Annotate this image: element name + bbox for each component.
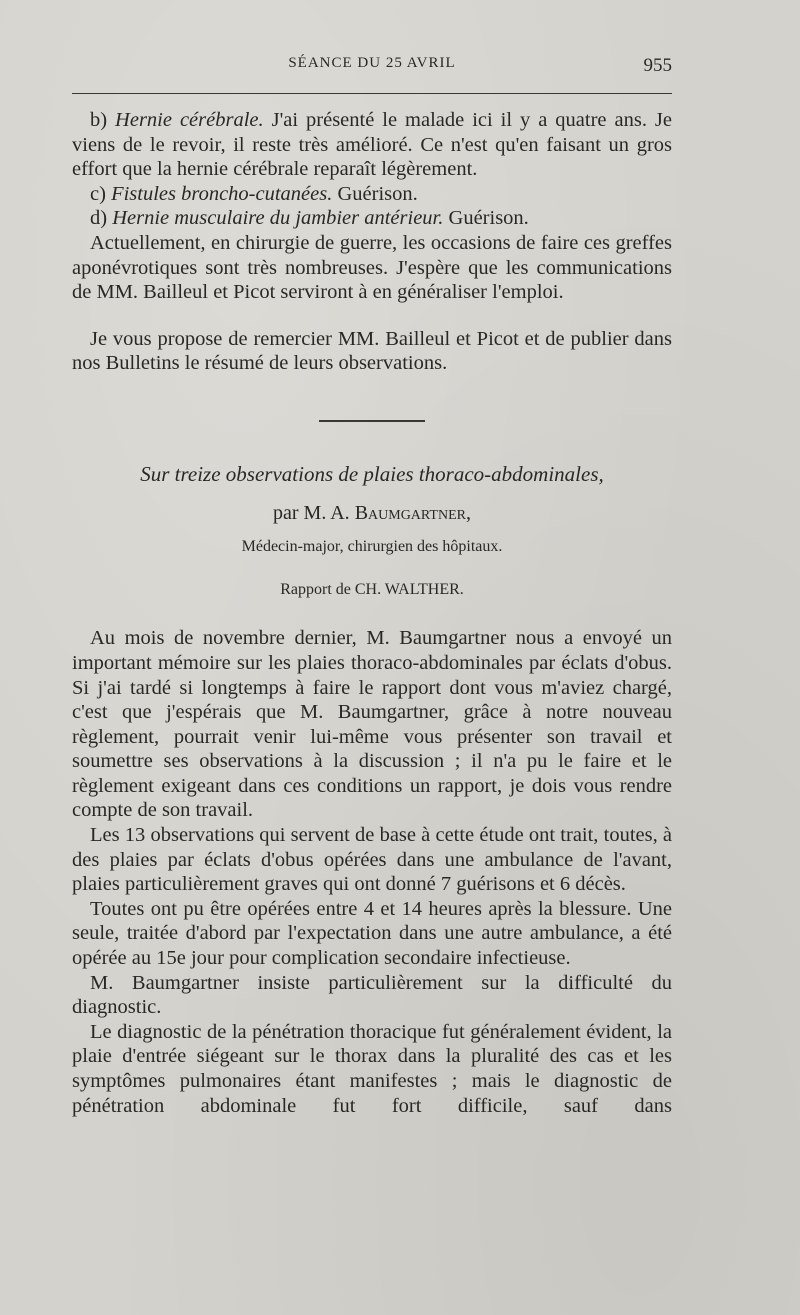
section-divider [319, 420, 425, 422]
header-rule [72, 93, 672, 94]
item-b-heading: Hernie cérébrale. [115, 109, 264, 131]
author-affiliation: Médecin-major, chirurgien des hôpitaux. [241, 538, 503, 556]
running-header [72, 55, 672, 79]
paragraph-actuellement: Actuellement, en chirurgie de guerre, les occasions de faire ces greffes aponévrotiques sont très nombreuses. J'espère que les communications de MM. Bailleul et Picot serviront à en généraliser l'emploi. [72, 231, 672, 304]
article-author [72, 501, 672, 526]
item-c [72, 182, 672, 207]
author-prefix: par M. A. [273, 501, 355, 524]
paragraph-proposal: Je vous propose de remercier MM. Bailleul et Picot et de publier dans nos Bulletins le résumé de leurs observations. [72, 327, 672, 375]
item-b [72, 108, 672, 182]
item-b-label: b) [90, 109, 116, 131]
page-body [72, 108, 672, 1118]
paragraph-gap [72, 305, 672, 327]
running-title: SÉANCE DU 25 AVRIL [288, 55, 456, 71]
item-c-label: c) [90, 182, 112, 205]
article-paragraph-4: M. Baumgartner insiste particulièrement sur la difficulté du diagnostic. [72, 971, 672, 1019]
article-paragraph-5: Le diagnostic de la pénétration thoracique fut généralement évident, la plaie d'entrée siégeant sur le thorax dans la pluralité des cas et les symptômes pulmonaires étant manifestes ; mais le diagnostic de pénétration abdominale fut fort difficile, sauf dans [72, 1020, 672, 1117]
article-paragraph-1: Au mois de novembre dernier, M. Baumgartner nous a envoyé un important mémoire sur les plaies thoraco-abdominales par éclats d'obus. Si j'ai tardé si longtemps à faire le rapport dont vous m'aviez chargé, c'est que j'espérais que M. Baumgartner, grâce à notre nouveau règlement, pourrait venir lui-même vous présenter son travail et soumettre ses observations à la discussion ; il n'a pu le faire et le règlement exigeant dans ces conditions un rapport, je dois vous rendre compte de son travail. [72, 627, 672, 822]
author-name: Baumgartner, [354, 501, 471, 524]
item-d-text: Guérison. [443, 207, 529, 230]
item-d-label: d) [90, 207, 113, 230]
item-c-heading: Fistules broncho-cutanées. [111, 182, 333, 205]
item-b-text: J'ai présenté le malade ici il y a quatre ans. Je viens de le revoir, il reste très amélioré. Ce n'est qu'en faisant un gros effort que la hernie cérébrale reparaît légèrement. [72, 109, 672, 181]
report-attribution: Rapport de CH. WALTHER. [280, 580, 464, 598]
article-paragraph-3: Toutes ont pu être opérées entre 4 et 14 heures après la blessure. Une seule, traitée d'abord par l'expectation dans une autre ambulance, a été opérée au 15e jour pour complication secondaire infectieuse. [72, 897, 672, 970]
article-paragraph-2: Les 13 observations qui servent de base à cette étude ont trait, toutes, à des plaies par éclats d'obus opérées dans une ambulance de l'avant, plaies particulièrement graves qui ont donné 7 guérisons et 6 décès. [72, 824, 672, 896]
page-number: 955 [643, 55, 672, 76]
item-c-text: Guérison. [332, 182, 418, 205]
item-d-heading: Hernie musculaire du jambier antérieur. [112, 207, 444, 230]
article-title: Sur treize observations de plaies thoraco-abdominales, [140, 461, 604, 486]
item-d [72, 206, 672, 231]
